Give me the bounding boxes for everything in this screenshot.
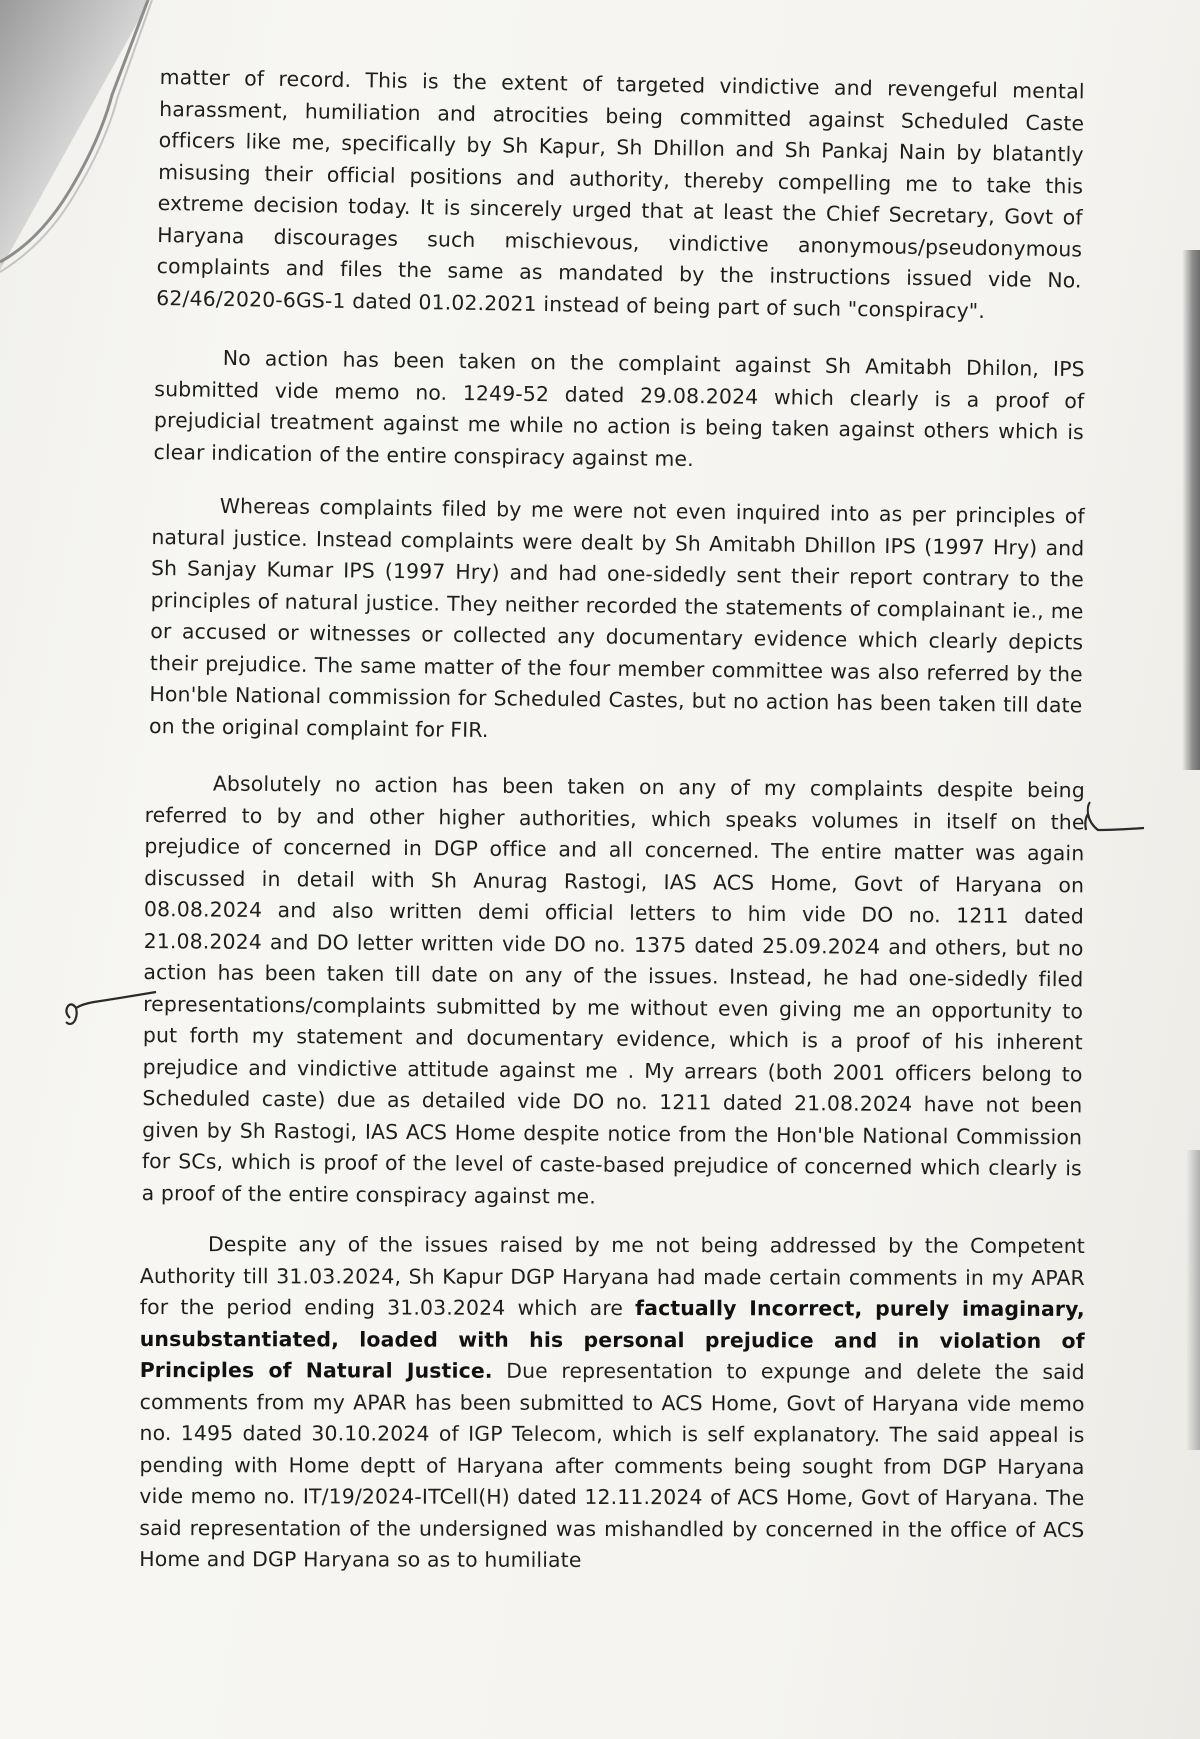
paragraph-indent — [155, 364, 223, 365]
paragraph-3 — [149, 490, 1085, 753]
paragraph-3-text: Whereas complaints filed by me were not even inquired into as per principles of natural justice. Instead complaints were dealt by Sh Amitabh Dhillon IPS (1997 Hry) and Sh Sanjay Kumar IPS (1997 Hry) and had one-sidedly sent their report contrary to the principles of natural justice. They neither recorded the statements of complainant ie., me or accused or witnesses or collected any documentary evidence which clearly depicts their prejudice. The same matter of the four member committee was also referred by the Hon'ble National commission for Scheduled Castes, but no action has been taken till date on the original complaint for FIR. — [148, 493, 1085, 742]
handwritten-tick-mark-left — [60, 982, 160, 1028]
handwritten-tick-mark-right — [1080, 800, 1150, 840]
paragraph-indent — [152, 512, 220, 513]
paragraph-5-text-start: Despite any of the issues raised by me not being addressed by the Competent Authority till 31.03.2024, Sh Kapur DGP Haryana had made certain comments in my APAR for the period ending 31.03.2024 which are — [139, 1232, 1085, 1321]
paragraph-4-text: Absolutely no action has been taken on any of my complaints despite being referred to by and other higher authorities, which speaks volumes in itself on the prejudice of concerned in DGP office and all concerned. The entire matter was again discussed in detail with Sh Anurag Rastogi, IAS ACS Home, Govt of Haryana on 08.08.2024 and also written demi official letters to him vide DO no. 1211 dated 21.08.2024 and DO letter written vide DO no. 1375 dated 25.09.2024 and others, but no action has been taken till date on any of the issues. Instead, he had one-sidedly filed representations/complaints submitted by me without even giving me an opportunity to put forth my statement and documentary evidence, which is a proof of his inherent prejudice and vindictive attitude against me . My arrears (both 2001 officers belong to Scheduled caste) due as detailed vide DO no. 1211 dated 21.08.2024 have not been given by Sh Rastogi, IAS ACS Home despite notice from the Hon'ble National Commission for SCs, which is proof of the level of caste-based prejudice of concerned which clearly is a proof of the entire conspiracy against me. — [141, 771, 1085, 1209]
letter-body — [140, 62, 1085, 1576]
paragraph-4 — [142, 768, 1085, 1216]
paragraph-5-text-end: Due representation to expunge and delete the said comments from my APAR has been submitted to ACS Home, Govt of Haryana vide memo no. 1495 dated 30.10.2024 of IGP Telecom, which is self explanatory. The said appeal is pending with Home deptt of Haryana after comments being sought from DGP Haryana vide memo no. IT/19/2024-ITCell(H) dated 12.11.2024 of ACS Home, Govt of Haryana. The said representation of the undersigned was mishandled by concerned in the office of ACS Home and DGP Haryana so as to humiliate — [139, 1358, 1085, 1572]
paragraph-2-text: No action has been taken on the complaint against Sh Amitabh Dhilon, IPS submitted vide memo no. 1249-52 dated 29.08.2024 which clearly is a proof of prejudicial treatment against me while no action is being taken against others which is clear indication of the entire conspiracy against me. — [153, 345, 1085, 471]
paragraph-1: matter of record. This is the extent of targeted vindictive and revengeful mental harassment, humiliation and atrocities being committed against Scheduled Caste officers like me, specifically by Sh Kapur, Sh Dhillon and Sh Pankaj Nain by blatantly misusing their official positions and authority, thereby compelling me to take this extreme decision today. It is sincerely urged that at least the Chief Secretary, Govt of Haryana discourages such mischievous, vindictive anonymous/pseudonymous complaints and files the same as mandated by the instructions issued vide No. 62/46/2020-6GS-1 dated 01.02.2021 instead of being part of such "conspiracy". — [156, 64, 1085, 323]
paragraph-indent — [145, 790, 213, 791]
paragraph-2 — [153, 342, 1085, 480]
page-edge-shadow — [1182, 250, 1200, 770]
page-edge-shadow-lower — [1186, 1150, 1200, 1450]
paragraph-5 — [139, 1229, 1085, 1577]
paragraph-5-bold-text: factually Incorrect, purely imaginary, unsubstantiated, loaded with his personal prejudice and in violation of Principles of Natural Justice. — [139, 1296, 1085, 1383]
